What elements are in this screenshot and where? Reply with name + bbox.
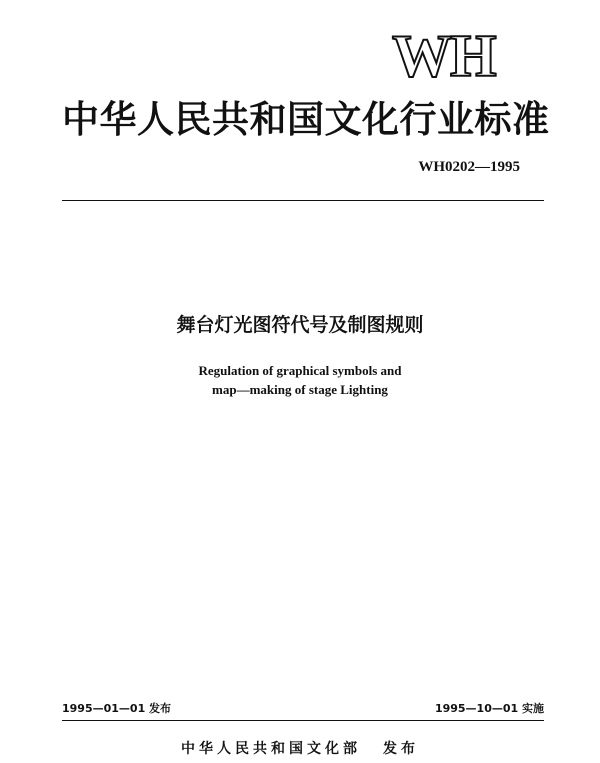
top-divider xyxy=(62,200,544,201)
publisher-line xyxy=(0,740,600,758)
bottom-divider xyxy=(62,720,544,721)
publisher-action: 发布 xyxy=(383,741,419,757)
issue-date: 1995—01—01 发布 xyxy=(62,702,172,715)
standard-title-en-line1: Regulation of graphical symbols and xyxy=(198,363,402,378)
publisher-name: 中华人民共和国文化部 xyxy=(181,741,361,757)
standard-title-zh: 舞台灯光图符代号及制图规则 xyxy=(176,314,424,336)
wh-logo: WH xyxy=(392,23,495,89)
effective-date: 1995—10—01 实施 xyxy=(434,702,544,715)
org-title: 中华人民共和国文化行业标准 xyxy=(62,98,550,141)
standard-title-en-line2: map—making of stage Lighting xyxy=(212,382,388,397)
standard-code: WH0202—1995 xyxy=(418,159,520,175)
